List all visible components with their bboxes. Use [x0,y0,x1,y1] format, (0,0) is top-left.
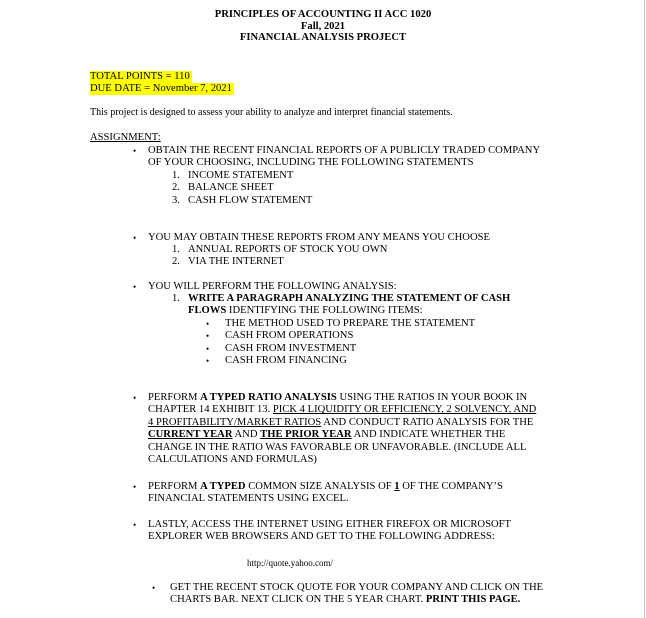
section1-line2: OF YOUR CHOOSING, INCLUDING THE FOLLOWING STATEMENTS [148,157,474,169]
bullet-icon: • [133,146,137,156]
bullet-icon: • [133,233,137,243]
list-item: • CASH FROM INVESTMENT [206,342,357,354]
bullet-icon: • [133,520,137,530]
due-date: DUE DATE = November 7, 2021 [90,83,232,94]
section-means: YOU MAY OBTAIN THESE REPORTS FROM ANY MEANS YOU CHOOSE [148,232,490,243]
section-common-size: PERFORM A TYPED COMMON SIZE ANALYSIS OF 1 OF THE COMPANY’S FINANCIAL STATEMENTS USING EXCEL. [148,481,503,505]
assignment-heading: ASSIGNMENT: [90,132,161,143]
means-list [172,244,387,269]
intro-text: This project is designed to assess your ability to analyze and interpret financial statements. [90,107,453,118]
list-item: 3. CASH FLOW STATEMENT [172,194,313,206]
section-internet: LASTLY, ACCESS THE INTERNET USING EITHER FIREFOX OR MICROSOFT EXPLORER WEB BROWSERS AND GET TO THE FOLLOWING ADDRESS: [148,519,511,543]
total-points: TOTAL POINTS = 110 [90,71,190,82]
list-item: • CASH FROM OPERATIONS [206,330,354,342]
section-stock-quote: GET THE RECENT STOCK QUOTE FOR YOUR COMPANY AND CLICK ON THE CHARTS BAR. NEXT CLICK ON THE 5 YEAR CHART. PRINT THIS PAGE. [170,582,544,606]
course-title: PRINCIPLES OF ACCOUNTING II ACC 1020 [214,9,432,20]
list-item: 1. INCOME STATEMENT [172,170,294,181]
list-item: 1. ANNUAL REPORTS OF STOCK YOU OWN [172,244,388,255]
section-obtain-reports [148,145,540,170]
term: Fall, 2021 [300,20,346,32]
cash-flow-items [206,318,475,368]
bullet-icon: • [152,583,156,593]
list-item: • THE METHOD USED TO PREPARE THE STATEMENT [206,318,476,329]
list-item: 2. VIA THE INTERNET [172,256,284,268]
statement-list [172,170,312,207]
document-header [0,9,646,44]
bullet-icon: • [133,482,137,492]
bullet-icon: • [133,393,137,403]
yahoo-url: http://quote.yahoo.com/ [247,558,333,568]
section-analysis: YOU WILL PERFORM THE FOLLOWING ANALYSIS: [148,281,397,292]
list-item: 2. BALANCE SHEET [172,182,274,194]
section-ratio-analysis: PERFORM A TYPED RATIO ANALYSIS USING THE RATIOS IN YOUR BOOK IN CHAPTER 14 EXHIBIT 13. PICK 4 LIQUIDITY OR EFFICIENCY, 2 SOLVENCY, AND 4 PROFITABILITY/MARKET RATIOS AND CONDUCT RATIO ANALYSIS FOR THE CURRENT YEAR AND THE PRIOR YEAR AND INDICATE WHETHER THE CHANGE IN THE RATIO WAS FAVORABLE OR UNFAVORABLE. (INCLUDE ALL CALCULATIONS AND FORMULAS) [148,392,537,466]
list-item: • CASH FROM FINANCING [206,355,347,367]
project-title: FINANCIAL ANALYSIS PROJECT [239,32,407,44]
page-edge [644,0,645,618]
analysis-item-1: 1. WRITE A PARAGRAPH ANALYZING THE STATEMENT OF CASH FLOWS IDENTIFYING THE FOLLOWING ITEMS: [172,293,511,317]
bullet-icon: • [133,282,137,292]
section1-line1: OBTAIN THE RECENT FINANCIAL REPORTS OF A PUBLICLY TRADED COMPANY [148,145,541,156]
